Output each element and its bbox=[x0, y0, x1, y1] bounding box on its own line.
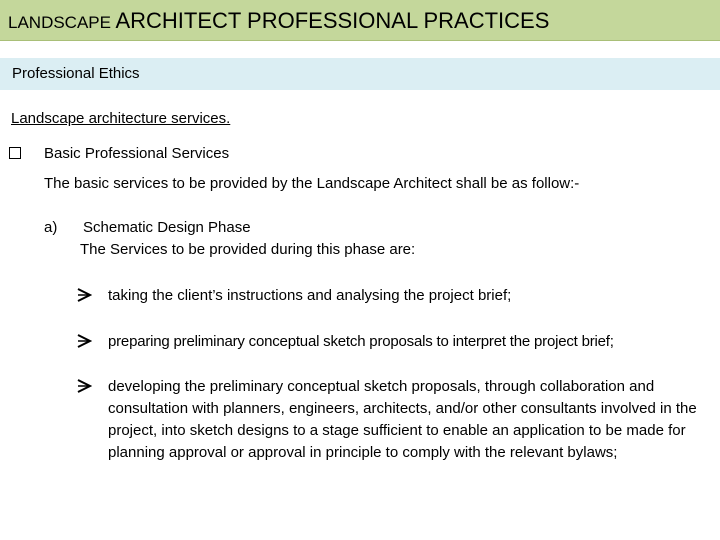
intro-text: The basic services to be provided by the Landscape Architect shall be as follow:- bbox=[44, 175, 580, 192]
title-bar bbox=[0, 0, 720, 41]
phase-subtitle: The Services to be provided during this phase are: bbox=[80, 241, 416, 258]
bullet-item-2: preparing preliminary conceptual sketch proposals to interpret the project brief; bbox=[108, 333, 614, 350]
arrow-bullet-icon bbox=[76, 334, 92, 348]
bullet-item-1: taking the client’s instructions and analysing the project brief; bbox=[108, 287, 512, 304]
section-title: Professional Ethics bbox=[12, 65, 140, 82]
checkbox-item-label: Basic Professional Services bbox=[44, 145, 230, 162]
arrow-bullet-icon bbox=[76, 288, 92, 302]
checkbox-icon bbox=[9, 147, 21, 159]
phase-title: Schematic Design Phase bbox=[83, 219, 251, 236]
phase-marker: a) bbox=[44, 219, 58, 236]
page-title bbox=[8, 8, 549, 37]
services-heading: Landscape architecture services. bbox=[11, 110, 231, 127]
page-title-large: ARCHITECT PROFESSIONAL PRACTICES bbox=[115, 8, 550, 33]
section-bar bbox=[0, 58, 720, 90]
bullet-item-3: developing the preliminary conceptual sketch proposals, through collaboration and consultation with planners, engineers, architects, and/or other consultants involved in the project, into sketch designs to a stage sufficient to enable an application to be made for planning approval or approval in principle to comply with the relevant bylaws; bbox=[108, 378, 697, 461]
arrow-bullet-icon bbox=[76, 379, 92, 393]
page-title-small: LANDSCAPE bbox=[8, 13, 111, 32]
